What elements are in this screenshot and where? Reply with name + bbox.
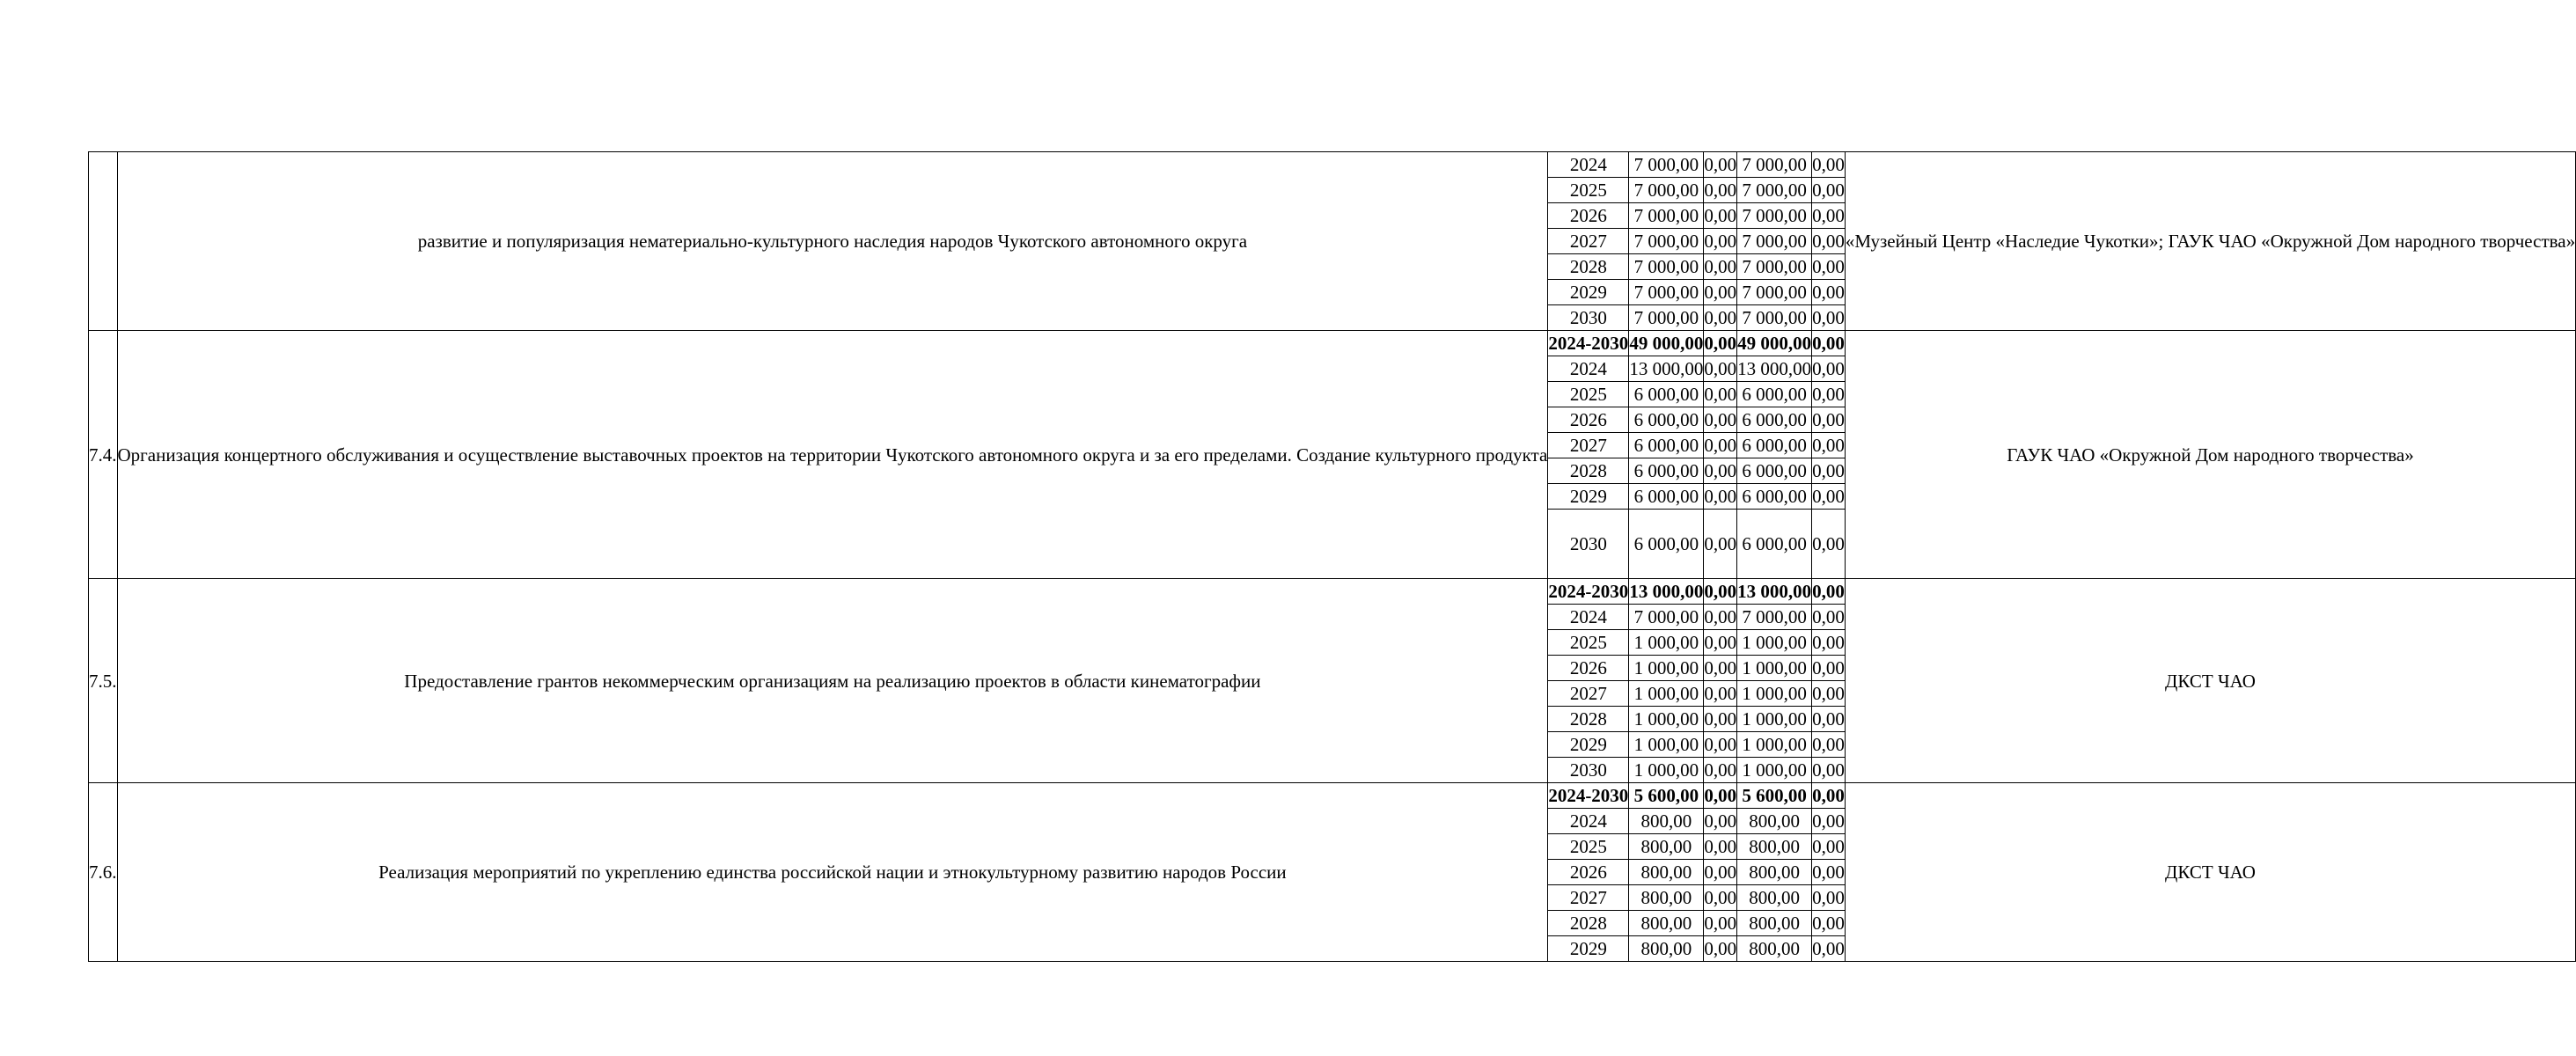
executor: ГАУК ЧАО «Окружной Дом народного творчества» [1845,331,2575,579]
amount-cell: 0,00 [1812,203,1846,229]
amount-cell: 0,00 [1812,331,1846,356]
period-cell: 2029 [1548,936,1629,962]
total-amount-cell: 7 000,00 [1629,203,1704,229]
amount-cell: 0,00 [1812,579,1846,605]
total-amount-cell: 49 000,00 [1629,331,1704,356]
amount-cell: 0,00 [1704,178,1737,203]
amount-cell: 0,00 [1812,605,1846,630]
amount-cell: 800,00 [1737,809,1812,834]
period-cell: 2027 [1548,885,1629,911]
total-amount-cell: 7 000,00 [1629,305,1704,331]
amount-cell: 0,00 [1704,510,1737,579]
amount-cell: 0,00 [1812,178,1846,203]
amount-cell: 1 000,00 [1737,732,1812,758]
amount-cell: 0,00 [1704,280,1737,305]
total-amount-cell: 7 000,00 [1629,152,1704,178]
amount-cell: 0,00 [1812,382,1846,407]
amount-cell: 0,00 [1704,885,1737,911]
amount-cell: 0,00 [1704,605,1737,630]
amount-cell: 0,00 [1704,229,1737,254]
period-cell: 2028 [1548,458,1629,484]
total-amount-cell: 800,00 [1629,860,1704,885]
amount-cell: 6 000,00 [1737,433,1812,458]
amount-cell: 0,00 [1704,356,1737,382]
period-cell: 2025 [1548,834,1629,860]
period-cell: 2028 [1548,911,1629,936]
total-amount-cell: 7 000,00 [1629,280,1704,305]
amount-cell: 0,00 [1812,656,1846,681]
amount-cell: 0,00 [1812,458,1846,484]
amount-cell: 0,00 [1812,305,1846,331]
amount-cell: 7 000,00 [1737,203,1812,229]
item-name: Предоставление грантов некоммерческим организациям на реализацию проектов в области кинематографии [117,579,1548,783]
executor: ДКСТ ЧАО [1845,579,2575,783]
amount-cell: 0,00 [1704,254,1737,280]
period-cell: 2024 [1548,356,1629,382]
amount-cell: 0,00 [1704,809,1737,834]
amount-cell: 0,00 [1812,936,1846,962]
amount-cell: 0,00 [1812,783,1846,809]
total-amount-cell: 7 000,00 [1629,254,1704,280]
period-cell: 2024-2030 [1548,331,1629,356]
amount-cell: 0,00 [1812,407,1846,433]
amount-cell: 7 000,00 [1737,305,1812,331]
amount-cell: 0,00 [1704,433,1737,458]
amount-cell: 0,00 [1704,911,1737,936]
amount-cell: 13 000,00 [1737,579,1812,605]
table-row [89,152,2576,178]
period-cell: 2024 [1548,605,1629,630]
amount-cell: 0,00 [1812,911,1846,936]
table-row-total [89,331,2576,356]
amount-cell: 6 000,00 [1737,458,1812,484]
amount-cell: 0,00 [1704,203,1737,229]
amount-cell: 7 000,00 [1737,178,1812,203]
item-number [89,152,118,331]
amount-cell: 800,00 [1737,885,1812,911]
total-amount-cell: 7 000,00 [1629,605,1704,630]
item-number: 7.5. [89,579,118,783]
period-cell: 2024-2030 [1548,579,1629,605]
total-amount-cell: 1 000,00 [1629,681,1704,707]
period-cell: 2028 [1548,254,1629,280]
amount-cell: 6 000,00 [1737,484,1812,510]
period-cell: 2027 [1548,681,1629,707]
total-amount-cell: 800,00 [1629,809,1704,834]
total-amount-cell: 7 000,00 [1629,178,1704,203]
amount-cell: 0,00 [1704,656,1737,681]
item-name: Реализация мероприятий по укреплению единства российской нации и этнокультурному развитию народов России [117,783,1548,962]
amount-cell: 1 000,00 [1737,758,1812,783]
period-cell: 2024 [1548,809,1629,834]
amount-cell: 0,00 [1704,783,1737,809]
amount-cell: 0,00 [1812,860,1846,885]
amount-cell: 0,00 [1812,152,1846,178]
period-cell: 2026 [1548,656,1629,681]
amount-cell: 1 000,00 [1737,656,1812,681]
total-amount-cell: 1 000,00 [1629,656,1704,681]
period-cell: 2028 [1548,707,1629,732]
period-cell: 2029 [1548,732,1629,758]
period-cell: 2030 [1548,758,1629,783]
period-cell: 2025 [1548,178,1629,203]
period-cell: 2029 [1548,484,1629,510]
amount-cell: 0,00 [1812,280,1846,305]
amount-cell: 0,00 [1704,860,1737,885]
item-name: развитие и популяризация нематериально-культурного наследия народов Чукотского автономного округа [117,152,1548,331]
amount-cell: 0,00 [1812,885,1846,911]
total-amount-cell: 1 000,00 [1629,630,1704,656]
amount-cell: 1 000,00 [1737,681,1812,707]
amount-cell: 0,00 [1704,382,1737,407]
period-cell: 2025 [1548,630,1629,656]
amount-cell: 0,00 [1812,681,1846,707]
amount-cell: 800,00 [1737,936,1812,962]
amount-cell: 6 000,00 [1737,510,1812,579]
table-row-total [89,579,2576,605]
executor: «Музейный Центр «Наследие Чукотки»; ГАУК ЧАО «Окружной Дом народного творчества» [1845,152,2575,331]
period-cell: 2026 [1548,860,1629,885]
amount-cell: 0,00 [1704,758,1737,783]
amount-cell: 0,00 [1812,732,1846,758]
total-amount-cell: 6 000,00 [1629,407,1704,433]
total-amount-cell: 800,00 [1629,885,1704,911]
amount-cell: 1 000,00 [1737,707,1812,732]
financing-table [88,151,2576,962]
amount-cell: 1 000,00 [1737,630,1812,656]
amount-cell: 0,00 [1704,732,1737,758]
table-row-total [89,783,2576,809]
amount-cell: 0,00 [1704,331,1737,356]
amount-cell: 800,00 [1737,911,1812,936]
total-amount-cell: 7 000,00 [1629,229,1704,254]
total-amount-cell: 800,00 [1629,834,1704,860]
amount-cell: 0,00 [1704,152,1737,178]
period-cell: 2030 [1548,305,1629,331]
total-amount-cell: 6 000,00 [1629,484,1704,510]
period-cell: 2026 [1548,407,1629,433]
period-cell: 2029 [1548,280,1629,305]
period-cell: 2027 [1548,229,1629,254]
amount-cell: 0,00 [1812,758,1846,783]
amount-cell: 0,00 [1704,936,1737,962]
period-cell: 2027 [1548,433,1629,458]
amount-cell: 49 000,00 [1737,331,1812,356]
amount-cell: 0,00 [1812,433,1846,458]
total-amount-cell: 800,00 [1629,936,1704,962]
total-amount-cell: 6 000,00 [1629,510,1704,579]
executor: ДКСТ ЧАО [1845,783,2575,962]
amount-cell: 7 000,00 [1737,280,1812,305]
item-number: 7.4. [89,331,118,579]
amount-cell: 0,00 [1812,707,1846,732]
amount-cell: 0,00 [1704,707,1737,732]
amount-cell: 6 000,00 [1737,407,1812,433]
amount-cell: 0,00 [1704,579,1737,605]
period-cell: 2030 [1548,510,1629,579]
amount-cell: 0,00 [1812,484,1846,510]
amount-cell: 800,00 [1737,860,1812,885]
item-number: 7.6. [89,783,118,962]
amount-cell: 0,00 [1704,834,1737,860]
period-cell: 2026 [1548,203,1629,229]
amount-cell: 0,00 [1704,407,1737,433]
amount-cell: 7 000,00 [1737,605,1812,630]
total-amount-cell: 13 000,00 [1629,579,1704,605]
total-amount-cell: 6 000,00 [1629,458,1704,484]
amount-cell: 0,00 [1812,229,1846,254]
total-amount-cell: 1 000,00 [1629,707,1704,732]
amount-cell: 7 000,00 [1737,254,1812,280]
amount-cell: 7 000,00 [1737,152,1812,178]
amount-cell: 0,00 [1812,510,1846,579]
total-amount-cell: 6 000,00 [1629,382,1704,407]
amount-cell: 0,00 [1704,305,1737,331]
amount-cell: 0,00 [1704,458,1737,484]
total-amount-cell: 6 000,00 [1629,433,1704,458]
table-body [89,152,2576,962]
amount-cell: 5 600,00 [1737,783,1812,809]
amount-cell: 0,00 [1812,630,1846,656]
amount-cell: 0,00 [1812,834,1846,860]
amount-cell: 0,00 [1704,681,1737,707]
amount-cell: 6 000,00 [1737,382,1812,407]
total-amount-cell: 1 000,00 [1629,732,1704,758]
amount-cell: 7 000,00 [1737,229,1812,254]
total-amount-cell: 5 600,00 [1629,783,1704,809]
amount-cell: 0,00 [1704,630,1737,656]
amount-cell: 0,00 [1812,809,1846,834]
period-cell: 2024-2030 [1548,783,1629,809]
amount-cell: 13 000,00 [1737,356,1812,382]
item-name: Организация концертного обслуживания и осуществление выставочных проектов на территории Чукотского автономного округа и за его пределами. Создание культурного продукта [117,331,1548,579]
amount-cell: 800,00 [1737,834,1812,860]
amount-cell: 0,00 [1704,484,1737,510]
total-amount-cell: 1 000,00 [1629,758,1704,783]
total-amount-cell: 13 000,00 [1629,356,1704,382]
total-amount-cell: 800,00 [1629,911,1704,936]
amount-cell: 0,00 [1812,356,1846,382]
amount-cell: 0,00 [1812,254,1846,280]
period-cell: 2024 [1548,152,1629,178]
period-cell: 2025 [1548,382,1629,407]
